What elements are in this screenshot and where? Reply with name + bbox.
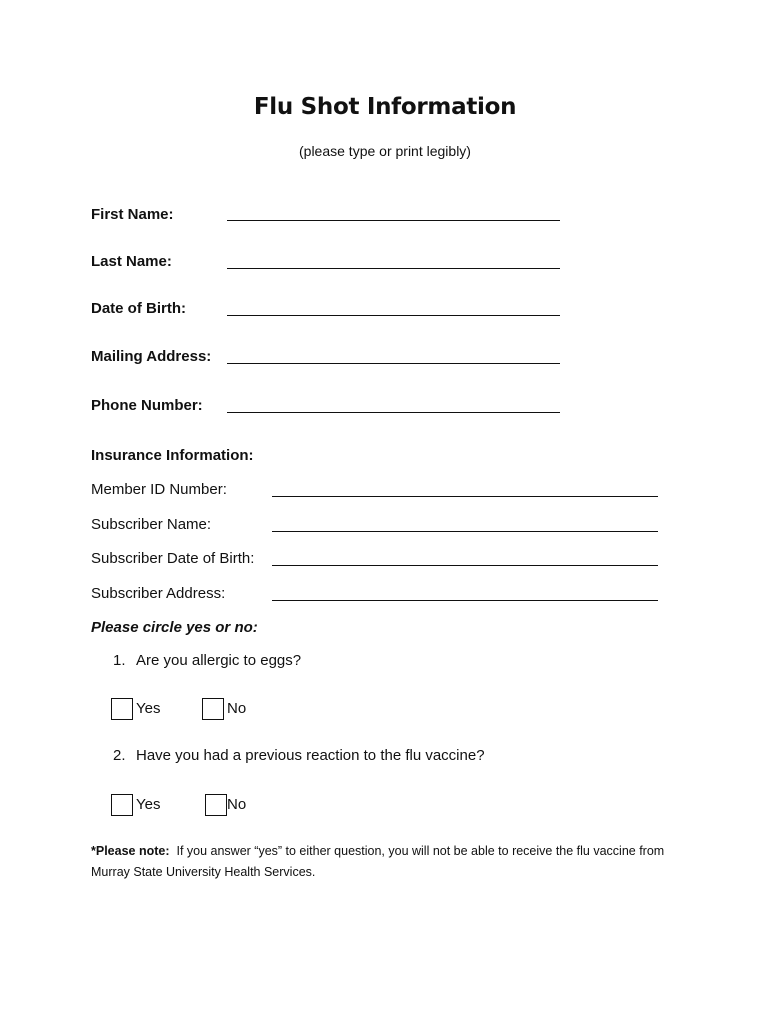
phone-number-field[interactable]: [227, 412, 560, 413]
date-of-birth-field[interactable]: [227, 315, 560, 316]
q2-yes-label: Yes: [136, 796, 161, 813]
subscriber-address-label: Subscriber Address:: [91, 585, 226, 602]
disclaimer-note: [91, 841, 671, 883]
last-name-label: Last Name:: [91, 253, 172, 270]
subscriber-dob-label: Subscriber Date of Birth:: [91, 550, 255, 567]
mailing-address-label: Mailing Address:: [91, 348, 212, 365]
phone-number-label: Phone Number:: [91, 397, 203, 414]
question-1-text: Are you allergic to eggs?: [136, 652, 302, 669]
subscriber-name-label: Subscriber Name:: [91, 516, 212, 533]
member-id-label: Member ID Number:: [91, 481, 227, 498]
last-name-field[interactable]: [227, 268, 560, 269]
q1-yes-checkbox[interactable]: [111, 698, 133, 720]
q2-no-checkbox[interactable]: [205, 794, 227, 816]
question-2-text: Have you had a previous reaction to the flu vaccine?: [136, 747, 485, 764]
question-1-number: 1.: [113, 652, 126, 669]
q1-no-checkbox[interactable]: [202, 698, 224, 720]
circle-instruction: Please circle yes or no:: [91, 619, 258, 636]
date-of-birth-label: Date of Birth:: [91, 300, 186, 317]
subscriber-name-field[interactable]: [272, 531, 658, 532]
q2-yes-checkbox[interactable]: [111, 794, 133, 816]
mailing-address-field[interactable]: [227, 363, 560, 364]
subscriber-dob-field[interactable]: [272, 565, 658, 566]
q1-yes-label: Yes: [136, 700, 161, 717]
note-text: If you answer “yes” to either question, you will not be able to receive the flu vaccine from Murray State University Health Services.: [91, 844, 665, 879]
note-prefix: *Please note:: [91, 844, 170, 858]
insurance-heading: Insurance Information:: [91, 447, 254, 464]
question-2-number: 2.: [113, 747, 126, 764]
form-title: Flu Shot Information: [253, 94, 517, 120]
q2-no-label: No: [227, 796, 247, 813]
q1-no-label: No: [227, 700, 247, 717]
member-id-field[interactable]: [272, 496, 658, 497]
first-name-field[interactable]: [227, 220, 560, 221]
form-subtitle: (please type or print legibly): [299, 143, 471, 159]
first-name-label: First Name:: [91, 206, 174, 223]
subscriber-address-field[interactable]: [272, 600, 658, 601]
